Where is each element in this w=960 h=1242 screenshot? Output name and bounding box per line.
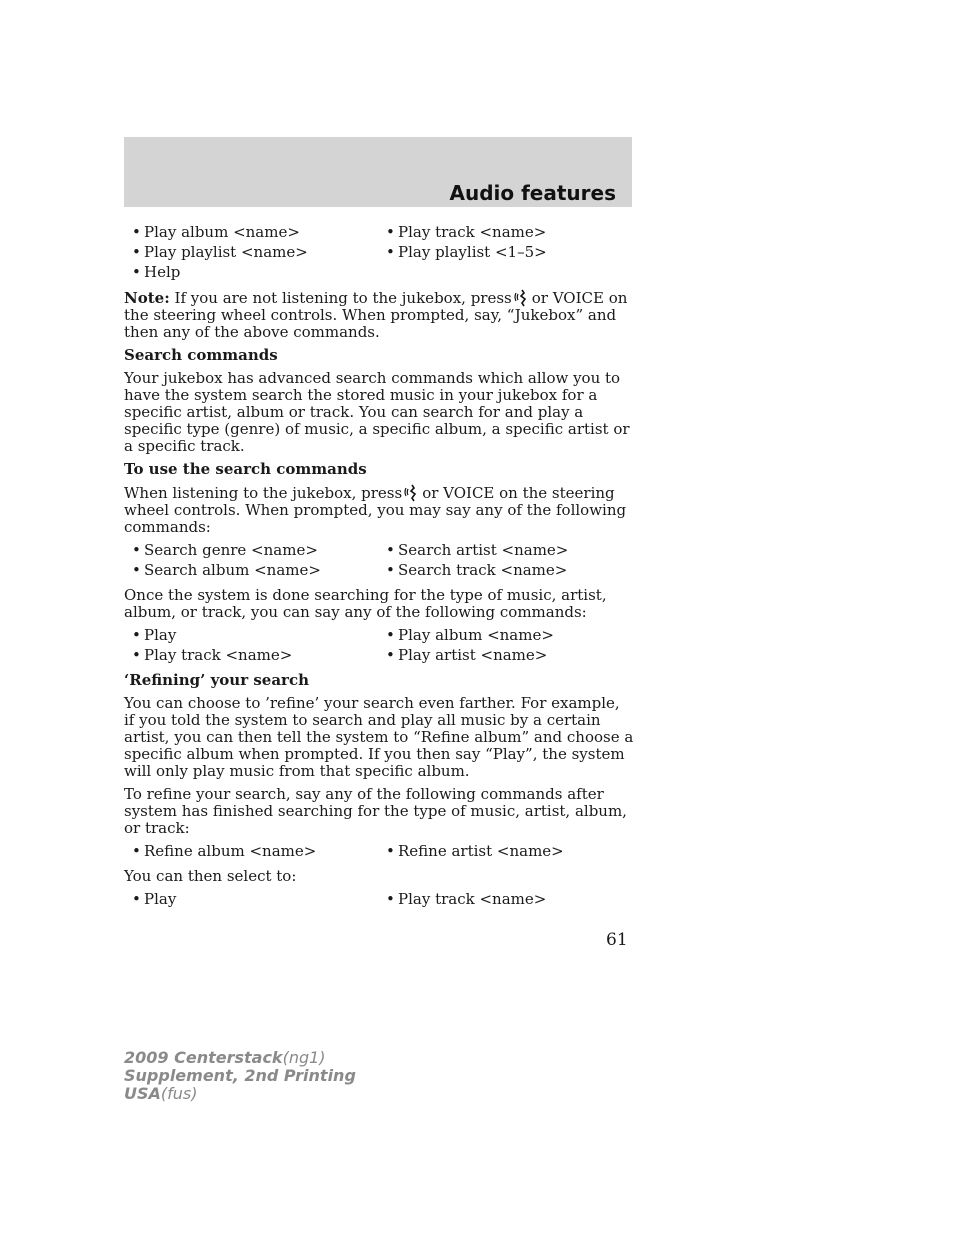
footer-line-1: 2009 Centerstack(ng1): [124, 1048, 326, 1067]
command-list-select: [132, 891, 634, 908]
list-item: Play playlist <name>: [144, 243, 308, 261]
list-item: Search track <name>: [398, 561, 568, 579]
bullet: •: [132, 541, 141, 559]
list-item: Search album <name>: [144, 561, 321, 579]
list-row: [132, 264, 634, 281]
footer-line-3: USA(fus): [124, 1084, 198, 1103]
list-row: [132, 647, 634, 664]
list-item: Search artist <name>: [398, 541, 569, 559]
refine-paragraph-2: To refine your search, say any of the following commands after system has finished searching for the type of music, artist, album, or track:: [124, 785, 627, 837]
list-row: [132, 244, 634, 261]
footer: [124, 1049, 356, 1103]
use-paragraph: When listening to the jukebox, press or VOICE on the steering wheel controls. When prompted, you may say any of the following commands:: [124, 484, 627, 536]
list-row: [132, 562, 634, 579]
bullet: •: [132, 890, 141, 908]
bullet: •: [386, 541, 395, 559]
voice-icon: [514, 289, 528, 307]
list-row: [132, 627, 634, 644]
list-item: Play track <name>: [398, 223, 547, 241]
command-list-refine: [132, 843, 634, 860]
list-row: [132, 891, 634, 908]
list-item: Play artist <name>: [398, 646, 548, 664]
bullet: •: [132, 243, 141, 261]
search-heading: Search commands: [124, 346, 278, 364]
footer-line-2: Supplement, 2nd Printing: [124, 1066, 356, 1085]
page-content: [124, 224, 634, 916]
bullet: •: [132, 561, 141, 579]
list-item: Refine artist <name>: [398, 842, 564, 860]
list-item: Help: [144, 263, 181, 281]
list-item: Play playlist <1–5>: [398, 243, 547, 261]
select-paragraph: You can then select to:: [124, 867, 297, 885]
bullet: •: [386, 561, 395, 579]
command-list-jukebox: [132, 224, 634, 281]
page-number: 61: [606, 930, 628, 950]
bullet: •: [132, 646, 141, 664]
bullet: •: [386, 890, 395, 908]
list-item: Play track <name>: [144, 646, 293, 664]
list-item: Play album <name>: [144, 223, 300, 241]
command-list-search: [132, 542, 634, 579]
bullet: •: [386, 646, 395, 664]
section-title: Audio features: [449, 181, 616, 205]
search-paragraph: Your jukebox has advanced search commands which allow you to have the system search the stored music in your jukebox for a specific artist, album or track. You can search for and play a specific type (genre) of music, a specific album, a specific artist or a specific track.: [124, 369, 630, 455]
note-label: Note:: [124, 289, 170, 307]
list-item: Refine album <name>: [144, 842, 317, 860]
voice-icon: [404, 484, 418, 502]
refine-paragraph-1: You can choose to ’refine’ your search even farther. For example, if you told the system to search and play all music by a certain artist, you can then tell the system to “Refine album” and choose a specific album when prompted. If you then say “Play”, the system will only play music from that specific album.: [124, 694, 634, 780]
list-row: [132, 843, 634, 860]
list-item: Play: [144, 626, 177, 644]
command-list-play: [132, 627, 634, 664]
bullet: •: [386, 842, 395, 860]
done-paragraph: Once the system is done searching for the type of music, artist, album, or track, you can say any of the following commands:: [124, 586, 607, 621]
use-heading: To use the search commands: [124, 460, 367, 478]
bullet: •: [132, 626, 141, 644]
list-item: Search genre <name>: [144, 541, 318, 559]
list-row: [132, 542, 634, 559]
note-paragraph: Note: If you are not listening to the jukebox, press or VOICE on the steering wheel controls. When prompted, say, “Jukebox” and then any of the above commands.: [124, 289, 628, 341]
bullet: •: [132, 223, 141, 241]
header-band: [124, 137, 632, 207]
list-item: Play album <name>: [398, 626, 554, 644]
bullet: •: [386, 626, 395, 644]
bullet: •: [132, 263, 141, 281]
list-row: [132, 224, 634, 241]
refine-heading: ‘Refining’ your search: [124, 671, 309, 689]
bullet: •: [386, 243, 395, 261]
bullet: •: [132, 842, 141, 860]
list-item: Play: [144, 890, 177, 908]
list-item: Play track <name>: [398, 890, 547, 908]
bullet: •: [386, 223, 395, 241]
